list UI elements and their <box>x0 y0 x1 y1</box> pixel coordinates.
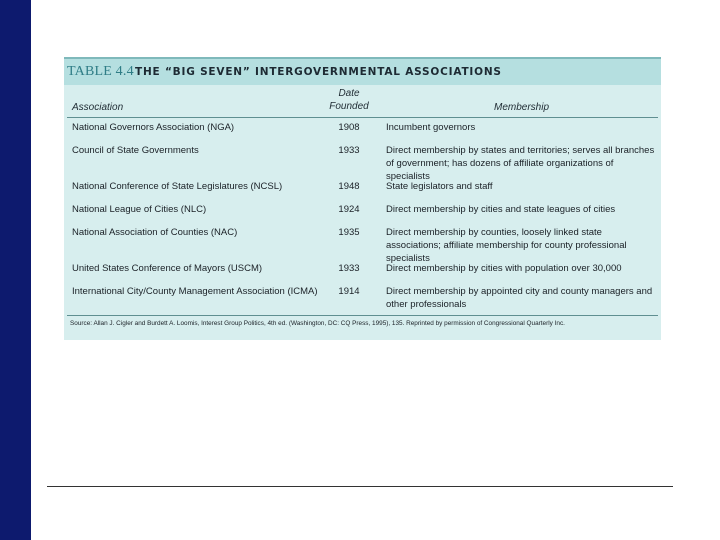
cell-membership: Direct membership by cities with population over 30,000 <box>386 263 622 274</box>
header-membership: Membership <box>494 102 550 113</box>
cell-membership: Direct membership by cities and state leagues of cities <box>386 204 616 215</box>
table-bottom-divider <box>67 315 658 316</box>
cell-association: International City/County Management Association (ICMA) <box>72 286 318 297</box>
left-accent-bar <box>0 0 31 540</box>
cell-date: 1933 <box>338 263 360 274</box>
header-date-founded <box>320 87 378 113</box>
table-number: TABLE 4.4 <box>67 64 134 79</box>
cell-association: National Governors Association (NGA) <box>72 122 235 133</box>
cell-membership: Direct membership by appointed city and county managers and other professionals <box>386 286 653 310</box>
cell-date: 1924 <box>338 204 360 215</box>
table-title: THE “BIG SEVEN” INTERGOVERNMENTAL ASSOCIATIONS <box>135 66 502 78</box>
cell-date: 1914 <box>338 286 360 297</box>
header-divider <box>67 117 658 118</box>
cell-membership: Incumbent governors <box>386 122 476 133</box>
cell-association: National League of Cities (NLC) <box>72 204 207 215</box>
cell-association: United States Conference of Mayors (USCM) <box>72 263 263 274</box>
cell-association: National Conference of State Legislatures (NCSL) <box>72 181 283 192</box>
cell-membership: Direct membership by states and territories; serves all branches of government; has dozens of affiliate organizations of specialists <box>386 145 655 182</box>
cell-date: 1933 <box>338 145 360 156</box>
cell-association: National Association of Counties (NAC) <box>72 227 238 238</box>
header-date-line1: Date <box>338 88 360 99</box>
slide-footer-rule <box>47 486 673 487</box>
table-source-note: Source: Allan J. Cigler and Burdett A. Loomis, Interest Group Politics, 4th ed. (Washington, DC: CQ Press, 1995), 135. Reprinted by permission of Congressional Quarterly Inc. <box>70 320 565 327</box>
header-date-line2: Founded <box>329 101 369 112</box>
table-card <box>64 57 661 340</box>
cell-membership: State legislators and staff <box>386 181 493 192</box>
cell-association: Council of State Governments <box>72 145 199 156</box>
cell-date: 1948 <box>338 181 360 192</box>
cell-date: 1908 <box>338 122 360 133</box>
header-association: Association <box>72 102 124 113</box>
cell-date: 1935 <box>338 227 360 238</box>
cell-membership: Direct membership by counties, loosely linked state associations; affiliate membership for county professional specialists <box>386 227 627 264</box>
table-title-bar <box>64 57 661 85</box>
